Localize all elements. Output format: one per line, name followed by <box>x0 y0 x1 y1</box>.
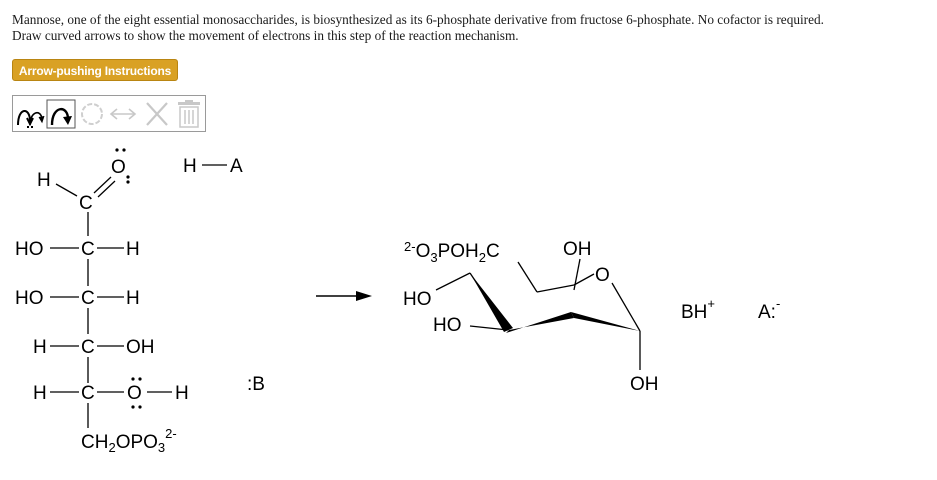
atom-ch2opo3[interactable]: $CH_2OPO_3^{2-}$ <box>81 426 177 455</box>
atom-ho-lower[interactable]: HO <box>433 315 462 336</box>
atom-ho-c2[interactable]: HO <box>15 239 44 260</box>
byproduct-bh[interactable]: BH+ <box>681 296 715 323</box>
acid-ha <box>183 156 243 177</box>
arrow-pushing-instructions-button[interactable]: Arrow-pushing Instructions <box>12 59 178 81</box>
atom-ho-c3[interactable]: HO <box>15 288 44 309</box>
atom-c3[interactable]: C <box>81 288 95 309</box>
atom-oh-c4[interactable]: OH <box>126 337 155 358</box>
atom-c5[interactable]: C <box>81 383 95 404</box>
atom-o-c5[interactable]: O <box>127 383 142 404</box>
question-line-2: Draw curved arrows to show the movement of electrons in this step of the reaction mechanism. <box>12 28 519 43</box>
atom-h-c5[interactable]: H <box>33 383 47 404</box>
byproducts <box>681 296 780 323</box>
atom-h-c2[interactable]: H <box>126 239 140 260</box>
atom-o-carbonyl[interactable]: O <box>111 157 126 178</box>
atom-oh-top[interactable]: OH <box>563 239 592 260</box>
byproduct-a[interactable]: A:- <box>758 296 781 323</box>
atom-oh-bottom[interactable]: OH <box>630 374 659 395</box>
atom-h-c3[interactable]: H <box>126 288 140 309</box>
reactant-fischer-projection <box>15 148 189 455</box>
atom-ring-o[interactable]: O <box>595 265 610 286</box>
atom-c2[interactable]: C <box>81 239 95 260</box>
atom-a-acid[interactable]: A <box>230 156 243 177</box>
atom-h-c5-oh[interactable]: H <box>175 383 189 404</box>
question-line-1: Mannose, one of the eight essential monosaccharides, is biosynthesized as its 6-phosphate derivative from fructose 6-phosphate. No cofactor is required. <box>12 12 824 27</box>
atom-h-c4[interactable]: H <box>33 337 47 358</box>
reaction-arrow <box>316 291 372 301</box>
product-phosphate-group[interactable]: $^{2-}O_3POH_2C$ <box>404 239 500 265</box>
atom-c4[interactable]: C <box>81 337 95 358</box>
product-mannose-6-phosphate <box>403 239 659 395</box>
atom-h-c1[interactable]: H <box>37 170 51 191</box>
base-b[interactable]: :B <box>247 374 265 395</box>
atom-c1[interactable]: C <box>79 193 93 214</box>
atom-h-acid[interactable]: H <box>183 156 197 177</box>
atom-ho-upper[interactable]: HO <box>403 289 432 310</box>
